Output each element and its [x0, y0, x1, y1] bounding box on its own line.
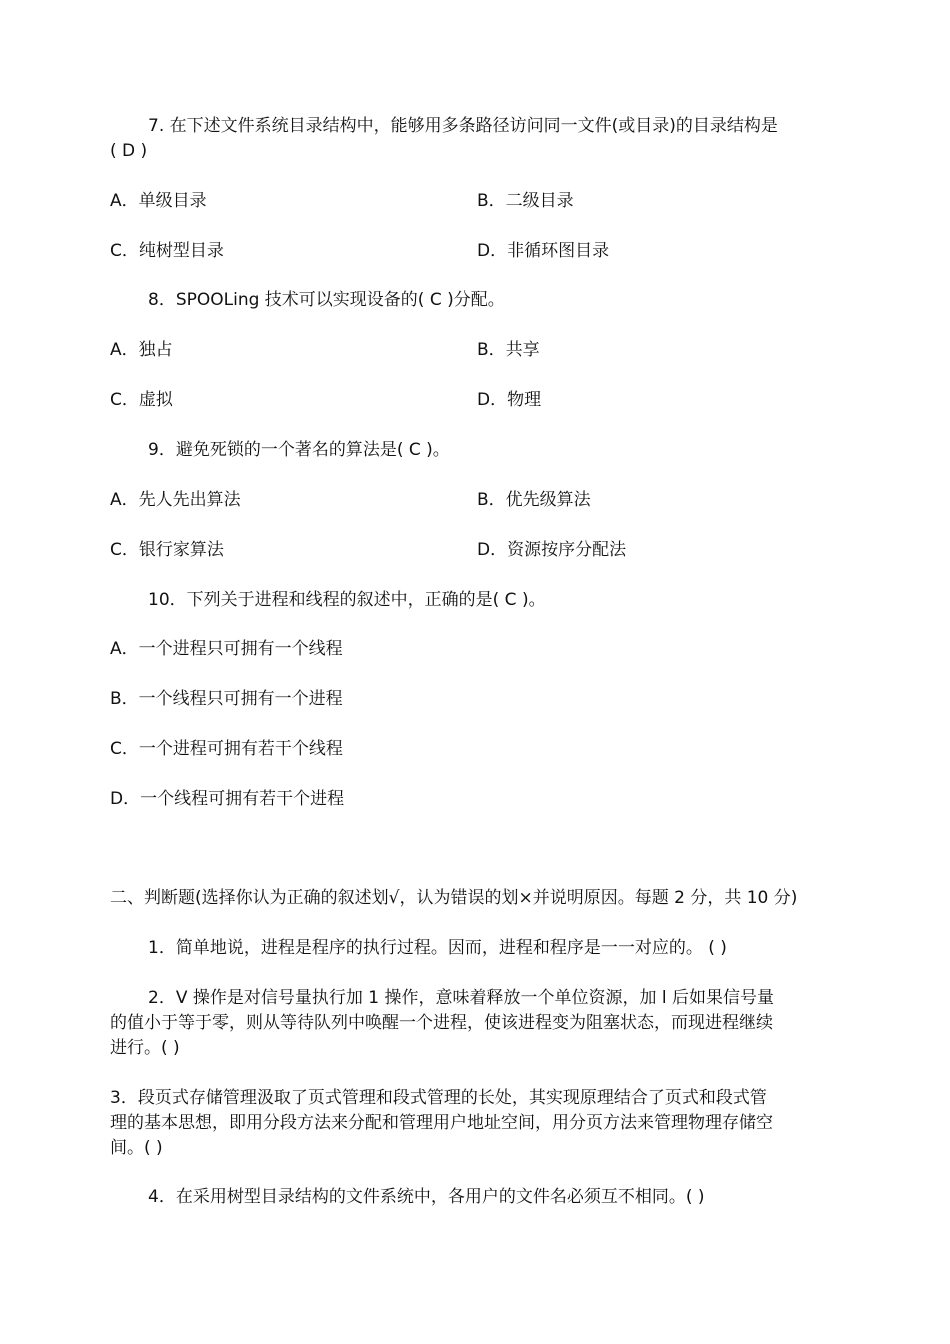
question-10: 10．下列关于进程和线程的叙述中，正确的是( C )。 — [148, 590, 546, 610]
q8-option-b: B．共享 — [477, 340, 540, 360]
judge-4: 4．在采用树型目录结构的文件系统中，各用户的文件名必须互不相同。( ) — [148, 1187, 705, 1207]
section-2-title: 二、判断题(选择你认为正确的叙述划√，认为错误的划×并说明原因。每题 2 分，共 10 分) — [110, 888, 798, 908]
q10-option-b: B．一个线程只可拥有一个进程 — [110, 689, 343, 709]
q8-option-d: D．物理 — [477, 390, 542, 410]
q7-option-c: C．纯树型目录 — [110, 241, 224, 261]
judge-2-line-1: 2．V 操作是对信号量执行加 1 操作，意味着释放一个单位资源，加 l 后如果信号量 — [148, 988, 775, 1008]
q9-option-a: A．先人先出算法 — [110, 490, 241, 510]
q10-option-c: C．一个进程可拥有若干个线程 — [110, 739, 343, 759]
question-7: 7. 在下述文件系统目录结构中，能够用多条路径访问同一文件(或目录)的目录结构是 — [148, 116, 778, 136]
q7-option-d: D．非循环图目录 — [477, 241, 610, 261]
judge-3-line-1: 3．段页式存储管理汲取了页式管理和段式管理的长处，其实现原理结合了页式和段式管 — [110, 1088, 767, 1108]
judge-1: 1．简单地说，进程是程序的执行过程。因而，进程和程序是一一对应的。 ( ) — [148, 938, 727, 958]
judge-3-line-3: 间。( ) — [110, 1138, 163, 1158]
q10-option-d: D．一个线程可拥有若干个进程 — [110, 789, 345, 809]
question-8: 8．SPOOLing 技术可以实现设备的( C )分配。 — [148, 290, 505, 310]
q9-option-b: B．优先级算法 — [477, 490, 591, 510]
q8-option-c: C．虚拟 — [110, 390, 173, 410]
question-9: 9．避免死锁的一个著名的算法是( C )。 — [148, 440, 450, 460]
judge-2-line-2: 的值小于等于零，则从等待队列中唤醒一个进程，使该进程变为阻塞状态，而现进程继续 — [110, 1013, 773, 1033]
q8-option-a: A．独占 — [110, 340, 173, 360]
q9-option-d: D．资源按序分配法 — [477, 540, 627, 560]
judge-3-line-2: 理的基本思想，即用分段方法来分配和管理用户地址空间，用分页方法来管理物理存储空 — [110, 1113, 773, 1133]
q7-option-a: A．单级目录 — [110, 191, 207, 211]
q7-option-b: B．二级目录 — [477, 191, 574, 211]
q9-option-c: C．银行家算法 — [110, 540, 224, 560]
judge-2-line-3: 进行。( ) — [110, 1038, 180, 1058]
question-7-answer: ( D ) — [110, 141, 148, 161]
q10-option-a: A．一个进程只可拥有一个线程 — [110, 639, 343, 659]
